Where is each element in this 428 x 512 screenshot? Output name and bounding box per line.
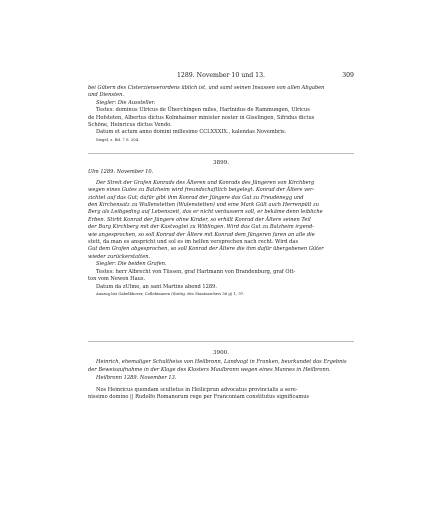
document-number: 3899. — [212, 160, 229, 166]
testes-line: ton vom Newen Haus. — [88, 276, 146, 283]
prev-testes-line: Schöne, Heinricus dictus Vendo. — [88, 122, 172, 129]
testes-line: Testes: herr Albrecht von Tüssen, graf Hartmann von Brandenburg, graf Ott- — [96, 268, 296, 275]
page-header — [88, 72, 354, 82]
previous-document — [88, 85, 354, 142]
summary-line: wieder zurückerstatten. — [88, 253, 151, 260]
prev-source-note: Siegel, s. Bd. 7 S. 204. — [96, 136, 140, 142]
summary-line: Erben. Stirbt Konrad der Jüngere ohne Kinder, so erhält Konrad der Ältere seinen Teil — [88, 216, 311, 223]
summary-line: stett, da man es anspricht und sol es im helfen versprechen nach recht. Wird das — [88, 239, 299, 246]
document-3899 — [88, 160, 354, 296]
summary-line: Heinrich, ehemaliger Schultheiss von Heilbronn, Landvogt in Franken, beurkundet das Ergebnis — [96, 359, 347, 366]
prev-testes-line: de Hofsteten, Albertus dictus Kolmhaimer minister noster in Giselingen, Sifridus dictus — [88, 114, 315, 121]
summary-line: der Beweisaufnahme in der Klage des Klosters Maulbronn wegen eines Mannes in Heilbronn. — [88, 366, 331, 373]
source-note: Auszug bei Gabelkhover, Collektaneen (Stuttg. des Staatsarchivs 56 g) 1, 97. — [96, 290, 245, 296]
summary-line: Gut dem Grafen abgesprochen, so soll Konrad der Ältere die ihm dafür übergebenen Güter — [88, 246, 324, 253]
summary-line: Der Streit der Grafen Konrads des Älteren und Konrads des Jüngeren von Kirchberg — [96, 179, 315, 186]
document-date: Heilbronn 1289. November 13. — [96, 375, 177, 382]
text-line: Nos Heinricus quondam scultetus in Heilicprun advocatus provincialis a sere- — [96, 386, 298, 393]
separator — [88, 341, 354, 342]
siegler: Siegler: Die beiden Grafen. — [96, 261, 167, 268]
separator — [88, 153, 354, 154]
prev-testes-line: Testes: dominus Ulricus de Überchingen miles, Hartnidus de Rammungen, Ulricus — [96, 107, 310, 114]
datum: Datum da zUlme, an sant Martins abend 1289. — [96, 283, 217, 290]
document-3900 — [88, 350, 354, 401]
summary-line: wegen eines Gutes zu Balzheim wird freundschaftlich beigelegt. Konrad der Ältere ver- — [88, 187, 315, 194]
prev-summary-line: und Diensten. — [88, 92, 125, 99]
summary-line: der Burg Kirchberg mit der Kastvogtei zu Wiblingen. Wird das Gut zu Balzheim irgend- — [88, 224, 314, 231]
text-line: nissimo domino || Rudolfo Romanorum rege per Franconiam constitutus significamus — [88, 394, 310, 401]
summary-line: wie angesprochen, so soll Konrad der Ältere mit Konrad dem Jüngeren faren an alle die — [88, 231, 315, 238]
page-number: 309 — [342, 72, 354, 79]
document-date: Ulm 1289. November 10. — [88, 169, 154, 176]
prev-datum: Datum et actum anno domini millesimo CCLXXXIX., kalendas Novembris. — [96, 129, 287, 136]
running-title: 1289. November 10 und 13. — [177, 72, 265, 79]
document-number: 3900. — [212, 350, 229, 356]
prev-siegler: Siegler: Die Aussteller. — [96, 99, 156, 106]
summary-line: den Kirchensatz zu Wullenstetten (Wulenstetten) und eine Mark Gült auch Herrenpült zu — [88, 202, 320, 209]
summary-line: Berg als Leibgeding auf Lebenszeit, das er nicht veräussern soll, er bekäme denn leibliche — [88, 209, 323, 216]
summary-line: zichtet auf das Gut; dafür gibt ihm Konrad der Jüngere das Gut zu Freudenegg und — [88, 194, 304, 201]
prev-summary-line: bei Gütern des Cisterzienserordens üblich ist, und samt seinen Insassen von allen Abgaben — [88, 85, 325, 91]
